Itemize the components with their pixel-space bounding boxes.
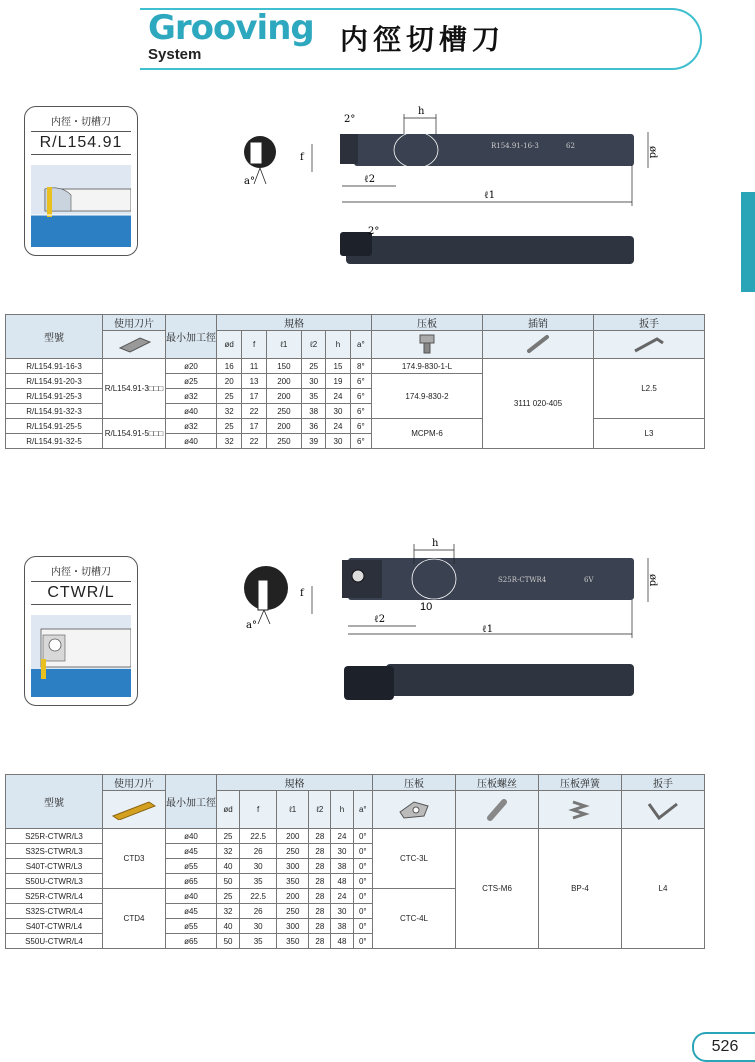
- cell-f: 17: [242, 389, 266, 404]
- cell-bore: ø45: [166, 904, 217, 919]
- th-l1: ℓ1: [277, 791, 309, 829]
- cell-f: 22: [242, 404, 266, 419]
- cell-l1: 350: [277, 934, 309, 949]
- cell-a: 6°: [350, 434, 371, 449]
- th-insert: 使用刀片: [103, 315, 166, 331]
- boring-bar-diagram-icon: [31, 615, 131, 697]
- clamp-image-icon: [373, 791, 456, 829]
- th-clamp: 压板: [372, 315, 483, 331]
- cell-clamp: CTC-3L: [373, 829, 456, 889]
- label-a: a°: [244, 176, 255, 187]
- cell-a: 0°: [353, 904, 372, 919]
- cell-wrench: L4: [622, 829, 705, 949]
- cell-bore: ø32: [166, 419, 217, 434]
- cell-bore: ø40: [166, 434, 217, 449]
- cell-bore: ø45: [166, 844, 217, 859]
- cell-f: 17: [242, 419, 266, 434]
- tool-drawing-r154: [236, 104, 666, 274]
- cell-a: 0°: [353, 934, 372, 949]
- cell-bore: ø32: [166, 389, 217, 404]
- th-screw: 压板螺丝: [456, 775, 539, 791]
- cell-a: 6°: [350, 374, 371, 389]
- cell-insert: R/L154.91-5□□□: [103, 419, 166, 449]
- th-model: 型號: [6, 315, 103, 359]
- cell-l1: 200: [277, 889, 309, 904]
- pin-image-icon: [483, 331, 594, 359]
- cell-d: 32: [217, 904, 240, 919]
- bar-engraving: S25R-CTWR4: [498, 576, 547, 584]
- card-label: 内徑・切槽刀: [51, 117, 111, 128]
- cell-d: 32: [217, 404, 242, 419]
- cell-clamp: 174.9-830-1-L: [372, 359, 483, 374]
- cell-d: 32: [217, 434, 242, 449]
- cell-f: 22.5: [240, 889, 277, 904]
- tool-photo: [346, 236, 634, 264]
- cell-l1: 250: [266, 434, 301, 449]
- cell-l1: 300: [277, 919, 309, 934]
- bar-engraving2: 62: [566, 142, 575, 150]
- cell-a: 8°: [350, 359, 371, 374]
- card-name: R/L154.91: [31, 131, 131, 155]
- card-illustration: [31, 615, 131, 697]
- cell-d: 40: [217, 859, 240, 874]
- th-spring: 压板弹簧: [539, 775, 622, 791]
- cell-a: 0°: [353, 844, 372, 859]
- label-l1: ℓ1: [484, 190, 496, 201]
- cell-insert: CTD4: [103, 889, 166, 949]
- cell-a: 0°: [353, 859, 372, 874]
- label-angle-top: 2°: [344, 114, 356, 125]
- cell-l2: 28: [309, 859, 331, 874]
- cell-l1: 250: [266, 404, 301, 419]
- spec-table-r154: [5, 314, 705, 449]
- clamp-image-icon: [372, 331, 483, 359]
- card-name: CTWR/L: [31, 581, 131, 605]
- th-a: a°: [353, 791, 372, 829]
- th-l1: ℓ1: [266, 331, 301, 359]
- th-f: f: [240, 791, 277, 829]
- cell-model: R/L154.91-32-5: [6, 434, 103, 449]
- cell-model: R/L154.91-32-3: [6, 404, 103, 419]
- cell-l1: 200: [266, 374, 301, 389]
- label-l2: ℓ2: [364, 174, 376, 185]
- insert-image-icon: [103, 791, 166, 829]
- cell-h: 48: [331, 874, 353, 889]
- cell-d: 40: [217, 919, 240, 934]
- cell-l2: 39: [302, 434, 326, 449]
- th-spec: 規格: [217, 315, 372, 331]
- cell-model: R/L154.91-25-3: [6, 389, 103, 404]
- tool-drawing-ctwr: [236, 536, 666, 706]
- cell-screw: CTS-M6: [456, 829, 539, 949]
- tool-photo: [386, 664, 634, 696]
- cell-model: R/L154.91-25-5: [6, 419, 103, 434]
- boring-bar-diagram-icon: [31, 165, 131, 247]
- cell-h: 19: [326, 374, 350, 389]
- cell-model: S25R-CTWR/L3: [6, 829, 103, 844]
- label-l2: ℓ2: [374, 614, 386, 625]
- table-row: [6, 359, 705, 374]
- wrench-image-icon: [622, 791, 705, 829]
- cell-h: 30: [331, 844, 353, 859]
- th-min-bore: 最小加工徑: [166, 315, 217, 359]
- cell-model: S32S-CTWR/L4: [6, 904, 103, 919]
- cell-bore: ø40: [166, 889, 217, 904]
- th-wrench: 扳手: [594, 315, 705, 331]
- cell-l2: 30: [302, 374, 326, 389]
- cell-insert: CTD3: [103, 829, 166, 889]
- cell-l2: 35: [302, 389, 326, 404]
- cell-f: 30: [240, 859, 277, 874]
- cell-bore: ø55: [166, 919, 217, 934]
- page-number: 526: [692, 1032, 755, 1062]
- cell-d: 50: [217, 934, 240, 949]
- cell-d: 16: [217, 359, 242, 374]
- cell-l2: 28: [309, 829, 331, 844]
- label-h: h: [432, 538, 439, 549]
- cell-h: 24: [326, 419, 350, 434]
- cell-h: 38: [331, 919, 353, 934]
- cell-f: 26: [240, 844, 277, 859]
- label-10: 10: [420, 601, 433, 613]
- cell-clamp: 174.9-830-2: [372, 374, 483, 419]
- cell-model: S50U-CTWR/L4: [6, 934, 103, 949]
- cell-h: 38: [331, 859, 353, 874]
- side-tab: [741, 192, 755, 292]
- cell-h: 24: [326, 389, 350, 404]
- cell-h: 30: [326, 404, 350, 419]
- bar-engraving2: 6V: [584, 576, 594, 584]
- cell-h: 15: [326, 359, 350, 374]
- cell-bore: ø25: [166, 374, 217, 389]
- product-card-ctwr: [24, 556, 138, 706]
- cell-l2: 28: [309, 889, 331, 904]
- cell-f: 35: [240, 934, 277, 949]
- card-label: 内徑・切槽刀: [51, 567, 111, 578]
- th-a: a°: [350, 331, 371, 359]
- cell-d: 20: [217, 374, 242, 389]
- cell-a: 0°: [353, 919, 372, 934]
- cell-wrench: L2.5: [594, 359, 705, 419]
- cell-bore: ø65: [166, 934, 217, 949]
- cell-f: 11: [242, 359, 266, 374]
- header-title-cn: 内徑切槽刀: [340, 23, 506, 56]
- cell-l2: 38: [302, 404, 326, 419]
- label-f: f: [300, 152, 304, 163]
- cell-f: 30: [240, 919, 277, 934]
- cell-l2: 36: [302, 419, 326, 434]
- header-subtitle: System: [148, 46, 202, 63]
- wrench-image-icon: [594, 331, 705, 359]
- label-d: ød: [647, 574, 658, 587]
- cell-f: 26: [240, 904, 277, 919]
- bar-engraving: R154.91-16-3: [491, 142, 539, 150]
- cell-l2: 28: [309, 874, 331, 889]
- cell-d: 32: [217, 844, 240, 859]
- th-d: ød: [217, 331, 242, 359]
- th-spec: 規格: [217, 775, 373, 791]
- cell-model: S40T-CTWR/L3: [6, 859, 103, 874]
- cell-a: 6°: [350, 389, 371, 404]
- cell-l1: 250: [277, 844, 309, 859]
- screw-image-icon: [456, 791, 539, 829]
- insert-image-icon: [103, 331, 166, 359]
- label-f: f: [300, 588, 304, 599]
- cell-d: 50: [217, 874, 240, 889]
- cell-l2: 28: [309, 919, 331, 934]
- cell-d: 25: [217, 889, 240, 904]
- cell-l1: 350: [277, 874, 309, 889]
- cell-l1: 150: [266, 359, 301, 374]
- cell-l1: 200: [266, 389, 301, 404]
- cell-a: 6°: [350, 419, 371, 434]
- cell-l1: 250: [277, 904, 309, 919]
- th-l2: ℓ2: [302, 331, 326, 359]
- cell-bore: ø40: [166, 404, 217, 419]
- cell-d: 25: [217, 829, 240, 844]
- cell-a: 0°: [353, 829, 372, 844]
- label-d: ød: [647, 146, 658, 159]
- cell-spring: BP-4: [539, 829, 622, 949]
- th-h: h: [331, 791, 353, 829]
- cell-f: 22: [242, 434, 266, 449]
- cell-wrench: L3: [594, 419, 705, 449]
- bar-body: [354, 134, 634, 166]
- th-pin: 插销: [483, 315, 594, 331]
- cell-h: 24: [331, 889, 353, 904]
- th-min-bore: 最小加工徑: [166, 775, 217, 829]
- cell-a: 6°: [350, 404, 371, 419]
- th-clamp: 压板: [373, 775, 456, 791]
- cell-clamp: MCPM-6: [372, 419, 483, 449]
- th-wrench: 扳手: [622, 775, 705, 791]
- cell-f: 13: [242, 374, 266, 389]
- table-row: [6, 829, 705, 844]
- th-d: ød: [217, 791, 240, 829]
- cell-bore: ø20: [166, 359, 217, 374]
- cell-model: R/L154.91-16-3: [6, 359, 103, 374]
- cell-pin: 3111 020-405: [483, 359, 594, 449]
- cell-d: 25: [217, 419, 242, 434]
- cell-l1: 200: [266, 419, 301, 434]
- card-illustration: [31, 165, 131, 247]
- header-title: Grooving: [148, 8, 314, 48]
- label-h: h: [418, 106, 425, 117]
- cell-model: S40T-CTWR/L4: [6, 919, 103, 934]
- cell-model: R/L154.91-20-3: [6, 374, 103, 389]
- table-row: [6, 419, 705, 434]
- spec-table-ctwr: [5, 774, 705, 949]
- cell-model: S25R-CTWR/L4: [6, 889, 103, 904]
- cell-l2: 28: [309, 844, 331, 859]
- cell-l1: 200: [277, 829, 309, 844]
- cell-h: 24: [331, 829, 353, 844]
- cell-model: S32S-CTWR/L3: [6, 844, 103, 859]
- cell-l2: 28: [309, 934, 331, 949]
- cell-f: 22.5: [240, 829, 277, 844]
- th-insert: 使用刀片: [103, 775, 166, 791]
- cell-h: 48: [331, 934, 353, 949]
- cell-d: 25: [217, 389, 242, 404]
- th-f: f: [242, 331, 266, 359]
- label-a: a°: [246, 620, 257, 631]
- cell-a: 0°: [353, 889, 372, 904]
- cell-bore: ø55: [166, 859, 217, 874]
- cell-l1: 300: [277, 859, 309, 874]
- cell-l2: 25: [302, 359, 326, 374]
- cell-insert: R/L154.91-3□□□: [103, 359, 166, 419]
- cell-f: 35: [240, 874, 277, 889]
- cell-clamp: CTC-4L: [373, 889, 456, 949]
- cell-bore: ø65: [166, 874, 217, 889]
- th-h: h: [326, 331, 350, 359]
- cell-bore: ø40: [166, 829, 217, 844]
- cell-h: 30: [326, 434, 350, 449]
- cell-h: 30: [331, 904, 353, 919]
- cell-a: 0°: [353, 874, 372, 889]
- cell-l2: 28: [309, 904, 331, 919]
- label-angle-bottom: 2°: [368, 226, 380, 237]
- th-l2: ℓ2: [309, 791, 331, 829]
- cell-model: S50U-CTWR/L3: [6, 874, 103, 889]
- th-model: 型號: [6, 775, 103, 829]
- spring-image-icon: [539, 791, 622, 829]
- product-card-r154: [24, 106, 138, 256]
- label-l1: ℓ1: [482, 624, 494, 635]
